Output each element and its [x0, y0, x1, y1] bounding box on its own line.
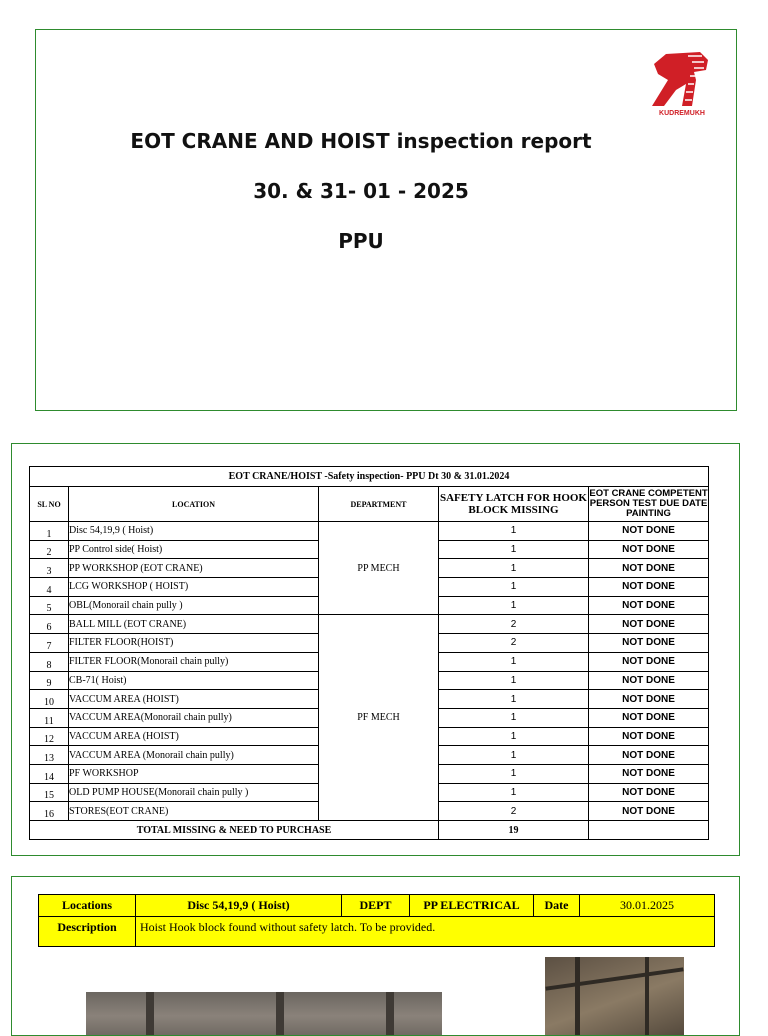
photo-beam — [386, 992, 394, 1036]
photo-beam — [276, 992, 284, 1036]
row-slno: 2 — [30, 540, 69, 559]
row-slno: 5 — [30, 596, 69, 615]
row-test-status: NOT DONE — [589, 708, 709, 727]
row-slno: 1 — [30, 522, 69, 541]
row-slno: 16 — [30, 802, 69, 821]
row-test-status: NOT DONE — [589, 783, 709, 802]
row-missing-count: 1 — [439, 540, 589, 559]
header-location: LOCATION — [69, 487, 319, 522]
total-row — [30, 821, 709, 840]
row-slno: 13 — [30, 746, 69, 765]
row-test-status: NOT DONE — [589, 746, 709, 765]
row-slno: 9 — [30, 671, 69, 690]
row-test-status: NOT DONE — [589, 522, 709, 541]
summary-title: EOT CRANE/HOIST -Safety inspection- PPU Dt 30 & 31.01.2024 — [30, 467, 709, 487]
row-location: FILTER FLOOR(Monorail chain pully) — [69, 652, 319, 671]
row-missing-count: 1 — [439, 783, 589, 802]
row-slno: 6 — [30, 615, 69, 634]
row-test-status: NOT DONE — [589, 540, 709, 559]
photo-beam — [545, 967, 683, 990]
report-unit: PPU — [338, 229, 384, 253]
inspection-photo-1 — [86, 992, 442, 1036]
row-missing-count: 1 — [439, 746, 589, 765]
row-test-status: NOT DONE — [589, 596, 709, 615]
photo-beam — [575, 957, 580, 1036]
inspection-photo-2 — [545, 957, 684, 1036]
summary-table — [29, 466, 709, 840]
row-missing-count: 1 — [439, 578, 589, 597]
header-department: DEPARTMENT — [319, 487, 439, 522]
row-location: BALL MILL (EOT CRANE) — [69, 615, 319, 634]
report-dates: 30. & 31- 01 - 2025 — [253, 179, 469, 203]
row-missing-count: 2 — [439, 634, 589, 653]
row-location: STORES(EOT CRANE) — [69, 802, 319, 821]
row-test-status: NOT DONE — [589, 634, 709, 653]
dept-label: DEPT — [342, 895, 410, 917]
row-department: PP MECH — [319, 522, 439, 615]
description-label: Description — [39, 917, 136, 947]
total-value: 19 — [439, 821, 589, 840]
locations-value: Disc 54,19,9 ( Hoist) — [136, 895, 342, 917]
row-missing-count: 1 — [439, 559, 589, 578]
summary-body — [30, 522, 709, 840]
locations-label: Locations — [39, 895, 136, 917]
row-missing-count: 2 — [439, 615, 589, 634]
photo-beam — [645, 957, 649, 1036]
row-missing-count: 1 — [439, 596, 589, 615]
row-location: Disc 54,19,9 ( Hoist) — [69, 522, 319, 541]
row-location: PP WORKSHOP (EOT CRANE) — [69, 559, 319, 578]
row-slno: 7 — [30, 634, 69, 653]
total-empty-cell — [589, 821, 709, 840]
row-test-status: NOT DONE — [589, 671, 709, 690]
row-missing-count: 1 — [439, 708, 589, 727]
row-location: PF WORKSHOP — [69, 764, 319, 783]
row-test-status: NOT DONE — [589, 764, 709, 783]
table-row — [30, 615, 709, 634]
summary-slide — [11, 443, 740, 856]
row-location: VACCUM AREA (Monorail chain pully) — [69, 746, 319, 765]
row-test-status: NOT DONE — [589, 802, 709, 821]
row-location: VACCUM AREA(Monorail chain pully) — [69, 708, 319, 727]
row-location: PP Control side( Hoist) — [69, 540, 319, 559]
header-eot-test: EOT CRANE COMPETENT PERSON TEST DUE DATE PAINTING — [589, 487, 709, 522]
row-slno: 11 — [30, 708, 69, 727]
date-label: Date — [534, 895, 580, 917]
row-missing-count: 1 — [439, 764, 589, 783]
row-missing-count: 1 — [439, 690, 589, 709]
date-value: 30.01.2025 — [580, 895, 715, 917]
row-location: VACCUM AREA (HOIST) — [69, 690, 319, 709]
row-slno: 15 — [30, 783, 69, 802]
description-value: Hoist Hook block found without safety latch. To be provided. — [136, 917, 715, 947]
row-missing-count: 1 — [439, 652, 589, 671]
header-safety-latch: SAFETY LATCH FOR HOOK BLOCK MISSING — [439, 487, 589, 522]
row-missing-count: 1 — [439, 727, 589, 746]
row-location: OBL(Monorail chain pully ) — [69, 596, 319, 615]
row-test-status: NOT DONE — [589, 615, 709, 634]
row-missing-count: 2 — [439, 802, 589, 821]
row-location: CB-71( Hoist) — [69, 671, 319, 690]
row-slno: 10 — [30, 690, 69, 709]
dept-value: PP ELECTRICAL — [410, 895, 534, 917]
table-row — [30, 522, 709, 541]
row-slno: 12 — [30, 727, 69, 746]
row-location: LCG WORKSHOP ( HOIST) — [69, 578, 319, 597]
photo-beam — [146, 992, 154, 1036]
detail-slide — [11, 876, 740, 1036]
row-slno: 14 — [30, 764, 69, 783]
row-slno: 3 — [30, 559, 69, 578]
row-slno: 8 — [30, 652, 69, 671]
row-department: PF MECH — [319, 615, 439, 821]
row-test-status: NOT DONE — [589, 690, 709, 709]
row-slno: 4 — [30, 578, 69, 597]
cover-slide — [35, 29, 737, 411]
detail-table — [38, 894, 715, 947]
header-slno: SL NO — [30, 487, 69, 522]
logo-text: KUDREMUKH — [659, 110, 705, 117]
total-label: TOTAL MISSING & NEED TO PURCHASE — [30, 821, 439, 840]
row-test-status: NOT DONE — [589, 727, 709, 746]
row-location: FILTER FLOOR(HOIST) — [69, 634, 319, 653]
row-test-status: NOT DONE — [589, 652, 709, 671]
row-test-status: NOT DONE — [589, 559, 709, 578]
row-test-status: NOT DONE — [589, 578, 709, 597]
row-location: VACCUM AREA (HOIST) — [69, 727, 319, 746]
report-title: EOT CRANE AND HOIST inspection report — [130, 129, 592, 153]
row-location: OLD PUMP HOUSE(Monorail chain pully ) — [69, 783, 319, 802]
row-missing-count: 1 — [439, 522, 589, 541]
row-missing-count: 1 — [439, 671, 589, 690]
